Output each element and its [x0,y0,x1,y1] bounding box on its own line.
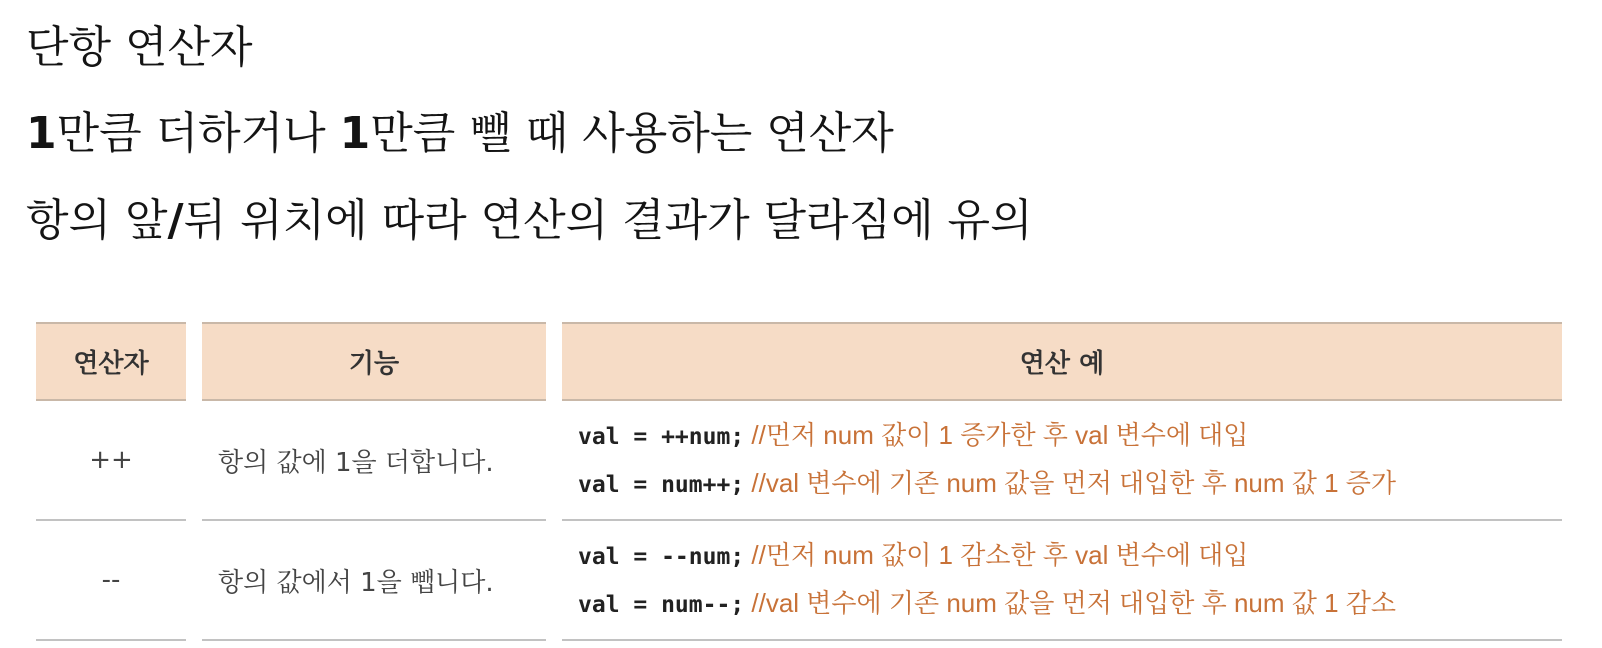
example-line [578,460,1562,508]
code-snippet: val = --num; [578,544,745,570]
example-cell [562,521,1562,641]
description-line-2 [26,193,1033,249]
example-line [578,580,1562,628]
operator-cell: ++ [36,401,186,521]
code-comment: //먼저 num 값이 1 감소한 후 val 변수에 대입 [744,540,1249,570]
table-row [36,401,1562,521]
table-header-row [36,322,1562,401]
function-cell: 항의 값에 1을 더합니다. [202,401,546,521]
code-snippet: val = num++; [578,472,745,498]
example-line [578,412,1562,460]
number-one-a: 1 [26,108,57,159]
number-one-b: 1 [339,108,371,159]
slash-mark: / [167,195,184,246]
operator-table [20,322,1578,641]
header-function: 기능 [202,322,546,401]
line2-rest-text: 만큼 뺄 때 사용하는 연산자 [370,108,894,159]
code-comment: //val 변수에 기존 num 값을 먼저 대입한 후 num 값 1 증가 [744,468,1397,498]
operator-cell: -- [36,521,186,641]
page-title: 단항 연산자 [26,22,253,73]
code-snippet: val = num--; [578,592,745,618]
line3-rest-text: 뒤 위치에 따라 연산의 결과가 달라짐에 유의 [183,195,1033,246]
line2-middle-text: 만큼 더하거나 [56,108,340,159]
code-comment: //val 변수에 기존 num 값을 먼저 대입한 후 num 값 1 감소 [744,588,1397,618]
code-snippet: val = ++num; [578,424,745,450]
function-cell: 항의 값에서 1을 뺍니다. [202,521,546,641]
header-example: 연산 예 [562,322,1562,401]
description-line-1 [26,106,894,162]
example-cell [562,401,1562,521]
line3-prefix-text: 항의 앞 [26,195,168,246]
header-operator: 연산자 [36,322,186,401]
example-line [578,532,1562,580]
table-row [36,521,1562,641]
code-comment: //먼저 num 값이 1 증가한 후 val 변수에 대입 [744,420,1249,450]
